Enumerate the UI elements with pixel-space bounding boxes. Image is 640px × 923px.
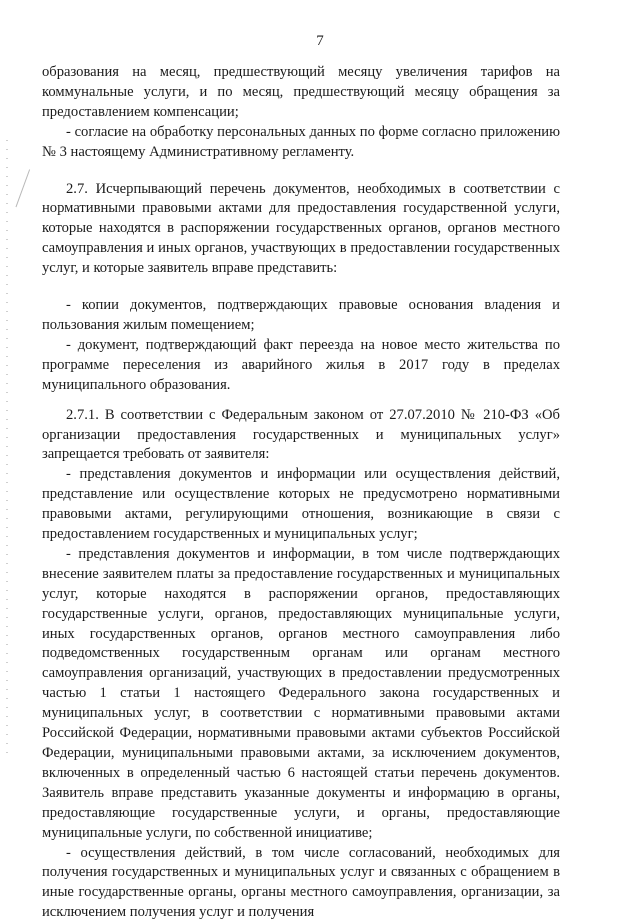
paragraph-list-item-copies: - копии документов, подтверждающих правовые основания владения и пользования жилым помещением; [42, 297, 560, 333]
paragraph-2-7: 2.7. Исчерпывающий перечень документов, необходимых в соответствии с нормативными правовыми актами для предоставления государственной услуги, которые находятся в распоряжении государственных органов, органов местного самоуправления и иных органов, участвующих в предоставлении государственных услуг, и которые заявитель вправе представить: [42, 180, 560, 277]
page-number: 7 [316, 33, 324, 49]
paragraph-2-7-1: 2.7.1. В соответствии с Федеральным законом от 27.07.2010 № 210-ФЗ «Об организации предоставления государственных и муниципальных услуг» запрещается требовать от заявителя: [42, 406, 560, 463]
paragraph-continuation: образования на месяц, предшествующий месяцу увеличения тарифов на коммунальные услуги, и по месяц, предшествующий месяцу обращения за предоставлением компенсации; [42, 64, 560, 120]
paragraph-prohibition-2: - представления документов и информации, в том числе подтверждающих внесение заявителем платы за предоставление государственных и муниципальных услуг, которые находятся в распоряжении органов, предоставляющих государственные услуги, органов, предоставляющих муниципальные услуги, иных государственных органов, органов местного самоуправления либо подведомственных государственным органам или органам местного самоуправления организаций, участвующих в предоставлении предусмотренных частью 1 статьи 1 настоящего Федерального закона государственных и муниципальных услуг, в соответствии с нормативными правовыми актами Российской Федерации, нормативными правовыми актами субъектов Российской Федерации, муниципальными правовыми актами, за исключением документов, включенных в определенный частью 6 настоящей статьи перечень документов. Заявитель вправе представить указанные документы и информацию в органы, предоставляющие государственные услуги, и органы, предоставляющие муниципальные услуги, по собственной инициативе; [42, 545, 560, 841]
document-body [42, 63, 560, 923]
paragraph-prohibition-1: - представления документов и информации или осуществления действий, представление или осуществление которых не предусмотрено нормативными правовыми актами, регулирующими отношения, возникающие в связи с предоставлением государственных и муниципальных услуг; [42, 466, 560, 543]
scan-edge-artifact [6, 140, 8, 760]
paragraph-consent-item: - согласие на обработку персональных данных по форме согласно приложению № 3 настоящему Административному регламенту. [42, 123, 560, 160]
paragraph-prohibition-3: - осуществления действий, в том числе согласований, необходимых для получения государственных и муниципальных услуг и связанных с обращением в иные государственные органы, органы местного самоуправления, организации, за исключением получения услуг и получения [42, 844, 560, 921]
paragraph-list-item-relocation: - документ, подтверждающий факт переезда на новое место жительства по программе переселения из аварийного жилья в 2017 году в пределах муниципального образования. [42, 336, 560, 393]
scan-pen-mark [15, 169, 39, 210]
